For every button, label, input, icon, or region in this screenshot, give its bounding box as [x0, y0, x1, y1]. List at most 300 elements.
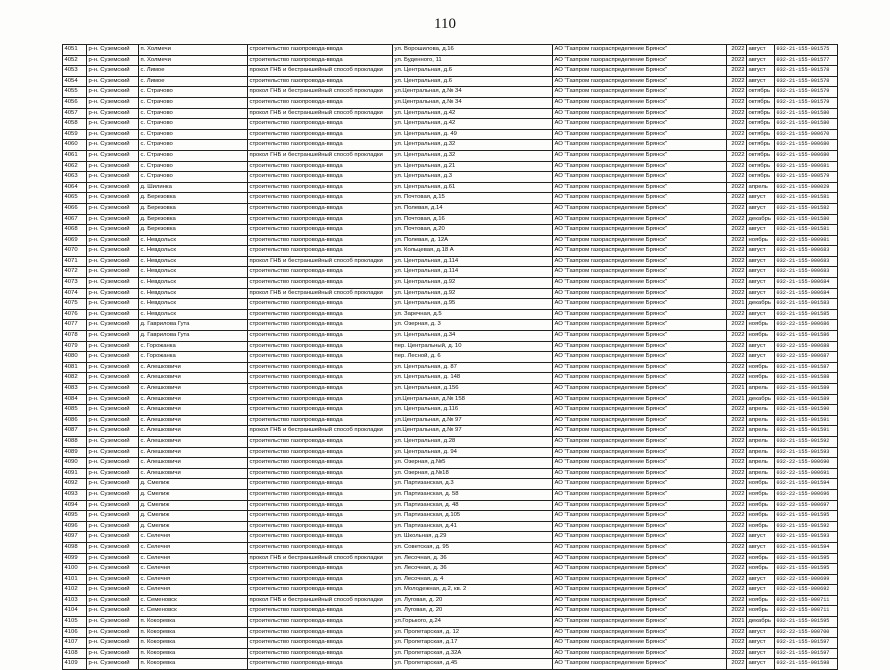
address-cell: ул. Пролетарская, д. 12	[393, 627, 553, 638]
settlement-cell: с. Страчово	[139, 140, 248, 151]
settlement-cell: с. Невдольск	[139, 246, 248, 257]
settlement-cell: д. Смелиж	[139, 500, 248, 511]
organization-cell: АО "Газпром газораспределение Брянск"	[553, 415, 727, 426]
row-number: 4100	[63, 564, 87, 575]
row-number: 4072	[63, 267, 87, 278]
row-number: 4055	[63, 87, 87, 98]
month-cell: ноябрь	[747, 564, 775, 575]
month-cell: апрель	[747, 405, 775, 416]
record-code-cell: 032-21-155-000680	[775, 140, 838, 151]
address-cell: ул. Школьная, д.29	[393, 532, 553, 543]
row-number: 4065	[63, 193, 87, 204]
address-cell: ул. Луговая, д. 20	[393, 595, 553, 606]
record-code-cell: 032-21-155-001598	[775, 659, 838, 670]
work-type-cell: прокол ГНБ и бестраншейный способ прокладки	[248, 426, 393, 437]
month-cell: август	[747, 76, 775, 87]
table-row	[63, 553, 838, 564]
month-cell: август	[747, 574, 775, 585]
settlement-cell: с. Селечня	[139, 542, 248, 553]
record-code-cell: 032-22-155-000688	[775, 341, 838, 352]
settlement-cell: с. Алешковичи	[139, 384, 248, 395]
district-cell: р-н. Суземский	[87, 129, 139, 140]
row-number: 4102	[63, 585, 87, 596]
organization-cell: АО "Газпром газораспределение Брянск"	[553, 267, 727, 278]
address-cell: ул. Полевая, д.14	[393, 203, 553, 214]
work-type-cell: строительство газопровода-ввода	[248, 119, 393, 130]
table-row	[63, 659, 838, 670]
address-cell: ул. Партизанская, д.105	[393, 511, 553, 522]
district-cell: р-н. Суземский	[87, 203, 139, 214]
table-row	[63, 606, 838, 617]
district-cell: р-н. Суземский	[87, 373, 139, 384]
work-type-cell: прокол ГНБ и бестраншейный способ прокладки	[248, 288, 393, 299]
settlement-cell: с. Невдольск	[139, 267, 248, 278]
district-cell: р-н. Суземский	[87, 140, 139, 151]
organization-cell: АО "Газпром газораспределение Брянск"	[553, 87, 727, 98]
year-cell: 2022	[727, 129, 747, 140]
district-cell: р-н. Суземский	[87, 352, 139, 363]
table-row	[63, 468, 838, 479]
district-cell: р-н. Суземский	[87, 150, 139, 161]
record-code-cell: 032-21-155-001587	[775, 362, 838, 373]
month-cell: август	[747, 246, 775, 257]
settlement-cell: с. Страчово	[139, 129, 248, 140]
district-cell: р-н. Суземский	[87, 108, 139, 119]
row-number: 4107	[63, 638, 87, 649]
year-cell: 2022	[727, 595, 747, 606]
settlement-cell: с. Алешковичи	[139, 373, 248, 384]
row-number: 4066	[63, 203, 87, 214]
settlement-cell: с. Невдольск	[139, 309, 248, 320]
year-cell: 2022	[727, 214, 747, 225]
table-row	[63, 267, 838, 278]
year-cell: 2022	[727, 45, 747, 56]
year-cell: 2022	[727, 362, 747, 373]
month-cell: ноябрь	[747, 511, 775, 522]
year-cell: 2022	[727, 415, 747, 426]
month-cell: август	[747, 341, 775, 352]
settlement-cell: с. Страчово	[139, 150, 248, 161]
row-number: 4061	[63, 150, 87, 161]
year-cell: 2022	[727, 182, 747, 193]
table-row	[63, 574, 838, 585]
year-cell: 2022	[727, 627, 747, 638]
record-code-cell: 032-22-155-000691	[775, 468, 838, 479]
address-cell: ул. Центральная, д.32	[393, 140, 553, 151]
record-code-cell: 032-21-155-001590	[775, 405, 838, 416]
year-cell: 2022	[727, 564, 747, 575]
work-type-cell: строительство газопровода-ввода	[248, 542, 393, 553]
work-type-cell: строительство газопровода-ввода	[248, 299, 393, 310]
organization-cell: АО "Газпром газораспределение Брянск"	[553, 489, 727, 500]
month-cell: ноябрь	[747, 331, 775, 342]
settlement-cell: д. Смелиж	[139, 511, 248, 522]
organization-cell: АО "Газпром газораспределение Брянск"	[553, 320, 727, 331]
work-type-cell: строительство газопровода-ввода	[248, 129, 393, 140]
district-cell: р-н. Суземский	[87, 225, 139, 236]
table-row	[63, 278, 838, 289]
organization-cell: АО "Газпром газораспределение Брянск"	[553, 331, 727, 342]
record-code-cell: 032-21-155-001575	[775, 45, 838, 56]
month-cell: август	[747, 55, 775, 66]
row-number: 4077	[63, 320, 87, 331]
work-type-cell: строительство газопровода-ввода	[248, 500, 393, 511]
work-type-cell: строительство газопровода-ввода	[248, 140, 393, 151]
district-cell: р-н. Суземский	[87, 87, 139, 98]
settlement-cell: с. Страчово	[139, 97, 248, 108]
district-cell: р-н. Суземский	[87, 648, 139, 659]
organization-cell: АО "Газпром газораспределение Брянск"	[553, 97, 727, 108]
address-cell: ул. Центральная, д. 94	[393, 447, 553, 458]
year-cell: 2022	[727, 542, 747, 553]
year-cell: 2022	[727, 119, 747, 130]
year-cell: 2022	[727, 479, 747, 490]
address-cell: ул. Партизанская, д. 58	[393, 489, 553, 500]
address-cell: ул. Партизанская, д.41	[393, 521, 553, 532]
table-row	[63, 45, 838, 56]
address-cell: ул. Центральная, д.61	[393, 182, 553, 193]
year-cell: 2022	[727, 55, 747, 66]
record-code-cell: 032-21-155-001579	[775, 87, 838, 98]
record-code-cell: 032-21-155-001580	[775, 119, 838, 130]
table-row	[63, 256, 838, 267]
district-cell: р-н. Суземский	[87, 521, 139, 532]
organization-cell: АО "Газпром газораспределение Брянск"	[553, 638, 727, 649]
year-cell: 2022	[727, 66, 747, 77]
work-type-cell: строительство газопровода-ввода	[248, 659, 393, 670]
work-type-cell: строительство газопровода-ввода	[248, 97, 393, 108]
table-row	[63, 246, 838, 257]
district-cell: р-н. Суземский	[87, 320, 139, 331]
organization-cell: АО "Газпром газораспределение Брянск"	[553, 225, 727, 236]
month-cell: август	[747, 288, 775, 299]
district-cell: р-н. Суземский	[87, 299, 139, 310]
month-cell: август	[747, 66, 775, 77]
address-cell: ул.Горького, д.24	[393, 617, 553, 628]
month-cell: декабрь	[747, 299, 775, 310]
record-code-cell: 032-22-155-000696	[775, 489, 838, 500]
record-code-cell: 032-22-155-000699	[775, 574, 838, 585]
settlement-cell: с. Алешковичи	[139, 458, 248, 469]
district-cell: р-н. Суземский	[87, 214, 139, 225]
district-cell: р-н. Суземский	[87, 331, 139, 342]
settlement-cell: с. Селечня	[139, 574, 248, 585]
settlement-cell: с. Селечня	[139, 585, 248, 596]
record-code-cell: 032-22-155-000711	[775, 606, 838, 617]
organization-cell: АО "Газпром газораспределение Брянск"	[553, 45, 727, 56]
work-type-cell: строительство газопровода-ввода	[248, 193, 393, 204]
year-cell: 2022	[727, 447, 747, 458]
address-cell: ул.Центральная, д.№ 34	[393, 87, 553, 98]
settlement-cell: с. Страчово	[139, 108, 248, 119]
record-code-cell: 032-21-155-001579	[775, 97, 838, 108]
month-cell: август	[747, 309, 775, 320]
work-type-cell: строительство газопровода-ввода	[248, 489, 393, 500]
month-cell: октябрь	[747, 108, 775, 119]
row-number: 4083	[63, 384, 87, 395]
row-number: 4086	[63, 415, 87, 426]
settlement-cell: с. Невдольск	[139, 235, 248, 246]
organization-cell: АО "Газпром газораспределение Брянск"	[553, 500, 727, 511]
year-cell: 2022	[727, 341, 747, 352]
settlement-cell: п. Кокоревка	[139, 627, 248, 638]
work-type-cell: строительство газопровода-ввода	[248, 225, 393, 236]
address-cell: ул.Центральная, д.№ 97	[393, 426, 553, 437]
month-cell: август	[747, 225, 775, 236]
work-type-cell: строительство газопровода-ввода	[248, 405, 393, 416]
table-row	[63, 55, 838, 66]
district-cell: р-н. Суземский	[87, 564, 139, 575]
address-cell: ул. Озерная, д.№5	[393, 458, 553, 469]
month-cell: ноябрь	[747, 235, 775, 246]
record-code-cell: 032-21-155-001594	[775, 479, 838, 490]
month-cell: август	[747, 193, 775, 204]
work-type-cell: строительство газопровода-ввода	[248, 532, 393, 543]
row-number: 4097	[63, 532, 87, 543]
month-cell: ноябрь	[747, 489, 775, 500]
record-code-cell: 032-21-155-001585	[775, 309, 838, 320]
row-number: 4093	[63, 489, 87, 500]
table-row	[63, 320, 838, 331]
settlement-cell: с. Алешковичи	[139, 436, 248, 447]
row-number: 4095	[63, 511, 87, 522]
work-type-cell: прокол ГНБ и бестраншейный способ прокладки	[248, 66, 393, 77]
organization-cell: АО "Газпром газораспределение Брянск"	[553, 66, 727, 77]
row-number: 4109	[63, 659, 87, 670]
work-type-cell: строительство газопровода-ввода	[248, 415, 393, 426]
work-type-cell: строительство газопровода-ввода	[248, 574, 393, 585]
month-cell: декабрь	[747, 394, 775, 405]
address-cell: ул. Центральная, д.32	[393, 150, 553, 161]
work-type-cell: строительство газопровода-ввода	[248, 182, 393, 193]
month-cell: апрель	[747, 426, 775, 437]
year-cell: 2022	[727, 246, 747, 257]
district-cell: р-н. Суземский	[87, 627, 139, 638]
settlement-cell: д. Березовка	[139, 214, 248, 225]
address-cell: ул. Ворошилова, д.16	[393, 45, 553, 56]
settlement-cell: д. Березовка	[139, 203, 248, 214]
record-code-cell: 032-21-155-000680	[775, 150, 838, 161]
settlement-cell: д. Шилинка	[139, 182, 248, 193]
organization-cell: АО "Газпром газораспределение Брянск"	[553, 278, 727, 289]
address-cell: ул. Центральная, д.21	[393, 161, 553, 172]
organization-cell: АО "Газпром газораспределение Брянск"	[553, 288, 727, 299]
district-cell: р-н. Суземский	[87, 172, 139, 183]
year-cell: 2021	[727, 394, 747, 405]
address-cell: ул. Советская, д. 95	[393, 542, 553, 553]
year-cell: 2022	[727, 331, 747, 342]
settlement-cell: д. Гаврилова Гута	[139, 331, 248, 342]
organization-cell: АО "Газпром газораспределение Брянск"	[553, 341, 727, 352]
address-cell: ул. Центральная, д.6	[393, 66, 553, 77]
work-type-cell: строительство газопровода-ввода	[248, 362, 393, 373]
settlement-cell: с. Страчово	[139, 119, 248, 130]
organization-cell: АО "Газпром газораспределение Брянск"	[553, 585, 727, 596]
address-cell: ул. Центральная, д.6	[393, 76, 553, 87]
table-row	[63, 648, 838, 659]
district-cell: р-н. Суземский	[87, 500, 139, 511]
address-cell: ул. Молодежная, д.2, кв. 2	[393, 585, 553, 596]
month-cell: октябрь	[747, 129, 775, 140]
table-row	[63, 511, 838, 522]
district-cell: р-н. Суземский	[87, 606, 139, 617]
settlement-cell: п. Холмечи	[139, 55, 248, 66]
month-cell: апрель	[747, 182, 775, 193]
address-cell: ул. Центральная, д.92	[393, 288, 553, 299]
year-cell: 2022	[727, 585, 747, 596]
settlement-cell: п. Кокоревка	[139, 638, 248, 649]
row-number: 4090	[63, 458, 87, 469]
settlement-cell: с. Алешковичи	[139, 394, 248, 405]
settlement-cell: с. Селечня	[139, 553, 248, 564]
month-cell: октябрь	[747, 172, 775, 183]
year-cell: 2022	[727, 140, 747, 151]
organization-cell: АО "Газпром газораспределение Брянск"	[553, 511, 727, 522]
year-cell: 2022	[727, 256, 747, 267]
record-code-cell: 032-21-155-001581	[775, 225, 838, 236]
settlement-cell: п. Кокоревка	[139, 617, 248, 628]
address-cell: ул. Пролетарская, д.45	[393, 659, 553, 670]
month-cell: ноябрь	[747, 362, 775, 373]
work-type-cell: строительство газопровода-ввода	[248, 648, 393, 659]
row-number: 4085	[63, 405, 87, 416]
row-number: 4089	[63, 447, 87, 458]
record-code-cell: 032-21-155-001577	[775, 55, 838, 66]
work-type-cell: строительство газопровода-ввода	[248, 172, 393, 183]
table-row	[63, 627, 838, 638]
row-number: 4060	[63, 140, 87, 151]
record-code-cell: 032-21-155-001580	[775, 108, 838, 119]
district-cell: р-н. Суземский	[87, 659, 139, 670]
year-cell: 2022	[727, 278, 747, 289]
year-cell: 2022	[727, 320, 747, 331]
year-cell: 2021	[727, 384, 747, 395]
record-code-cell: 032-21-155-000684	[775, 288, 838, 299]
month-cell: октябрь	[747, 140, 775, 151]
record-code-cell: 032-21-155-001583	[775, 299, 838, 310]
work-type-cell: строительство газопровода-ввода	[248, 309, 393, 320]
organization-cell: АО "Газпром газораспределение Брянск"	[553, 532, 727, 543]
address-cell: ул. Буденного, 11	[393, 55, 553, 66]
work-type-cell: строительство газопровода-ввода	[248, 45, 393, 56]
record-code-cell: 032-21-155-001597	[775, 638, 838, 649]
register-table-wrap	[62, 44, 837, 670]
address-cell: ул. Почтовая, д.20	[393, 225, 553, 236]
organization-cell: АО "Газпром газораспределение Брянск"	[553, 627, 727, 638]
table-row	[63, 384, 838, 395]
district-cell: р-н. Суземский	[87, 468, 139, 479]
work-type-cell: строительство газопровода-ввода	[248, 341, 393, 352]
district-cell: р-н. Суземский	[87, 617, 139, 628]
address-cell: ул. Центральная, д.3	[393, 172, 553, 183]
table-row	[63, 108, 838, 119]
work-type-cell: прокол ГНБ и бестраншейный способ прокладки	[248, 595, 393, 606]
organization-cell: АО "Газпром газораспределение Брянск"	[553, 193, 727, 204]
row-number: 4067	[63, 214, 87, 225]
record-code-cell: 032-21-155-001578	[775, 76, 838, 87]
year-cell: 2022	[727, 193, 747, 204]
record-code-cell: 032-22-155-000686	[775, 320, 838, 331]
table-row	[63, 479, 838, 490]
row-number: 4092	[63, 479, 87, 490]
organization-cell: АО "Газпром газораспределение Брянск"	[553, 595, 727, 606]
settlement-cell: с. Невдольск	[139, 299, 248, 310]
address-cell: ул. Центральная, д.42	[393, 108, 553, 119]
work-type-cell: строительство газопровода-ввода	[248, 267, 393, 278]
address-cell: ул. Центральная, д.92	[393, 278, 553, 289]
record-code-cell: 032-21-155-001588	[775, 373, 838, 384]
row-number: 4084	[63, 394, 87, 405]
organization-cell: АО "Газпром газораспределение Брянск"	[553, 447, 727, 458]
record-code-cell: 032-21-155-001593	[775, 532, 838, 543]
row-number: 4063	[63, 172, 87, 183]
organization-cell: АО "Газпром газораспределение Брянск"	[553, 108, 727, 119]
settlement-cell: с. Страчово	[139, 87, 248, 98]
address-cell: ул. Центральная, д.95	[393, 299, 553, 310]
row-number: 4106	[63, 627, 87, 638]
address-cell: ул. Центральная, д.42	[393, 119, 553, 130]
table-row	[63, 352, 838, 363]
year-cell: 2022	[727, 468, 747, 479]
table-row	[63, 97, 838, 108]
organization-cell: АО "Газпром газораспределение Брянск"	[553, 479, 727, 490]
year-cell: 2022	[727, 606, 747, 617]
record-code-cell: 032-21-155-001591	[775, 426, 838, 437]
month-cell: ноябрь	[747, 479, 775, 490]
organization-cell: АО "Газпром газораспределение Брянск"	[553, 468, 727, 479]
table-row	[63, 362, 838, 373]
work-type-cell: прокол ГНБ и бестраншейный способ прокладки	[248, 150, 393, 161]
work-type-cell: строительство газопровода-ввода	[248, 235, 393, 246]
month-cell: август	[747, 659, 775, 670]
district-cell: р-н. Суземский	[87, 193, 139, 204]
record-code-cell: 032-22-155-000690	[775, 458, 838, 469]
record-code-cell: 032-21-155-000683	[775, 246, 838, 257]
record-code-cell: 032-21-155-001592	[775, 436, 838, 447]
year-cell: 2022	[727, 574, 747, 585]
row-number: 4104	[63, 606, 87, 617]
organization-cell: АО "Газпром газораспределение Брянск"	[553, 405, 727, 416]
year-cell: 2022	[727, 638, 747, 649]
address-cell: ул. Пролетарская, д.32А	[393, 648, 553, 659]
month-cell: апрель	[747, 468, 775, 479]
row-number: 4075	[63, 299, 87, 310]
record-code-cell: 032-21-155-001580	[775, 214, 838, 225]
row-number: 4053	[63, 66, 87, 77]
year-cell: 2022	[727, 521, 747, 532]
district-cell: р-н. Суземский	[87, 436, 139, 447]
table-row	[63, 119, 838, 130]
record-code-cell: 032-21-155-001586	[775, 331, 838, 342]
district-cell: р-н. Суземский	[87, 479, 139, 490]
district-cell: р-н. Суземский	[87, 76, 139, 87]
district-cell: р-н. Суземский	[87, 182, 139, 193]
record-code-cell: 032-21-155-000579	[775, 172, 838, 183]
record-code-cell: 032-21-155-001595	[775, 564, 838, 575]
table-row	[63, 193, 838, 204]
month-cell: ноябрь	[747, 606, 775, 617]
district-cell: р-н. Суземский	[87, 55, 139, 66]
record-code-cell: 032-21-155-001595	[775, 553, 838, 564]
district-cell: р-н. Суземский	[87, 309, 139, 320]
year-cell: 2022	[727, 235, 747, 246]
work-type-cell: строительство газопровода-ввода	[248, 394, 393, 405]
district-cell: р-н. Суземский	[87, 638, 139, 649]
work-type-cell: строительство газопровода-ввода	[248, 76, 393, 87]
table-row	[63, 341, 838, 352]
row-number: 4070	[63, 246, 87, 257]
month-cell: апрель	[747, 447, 775, 458]
